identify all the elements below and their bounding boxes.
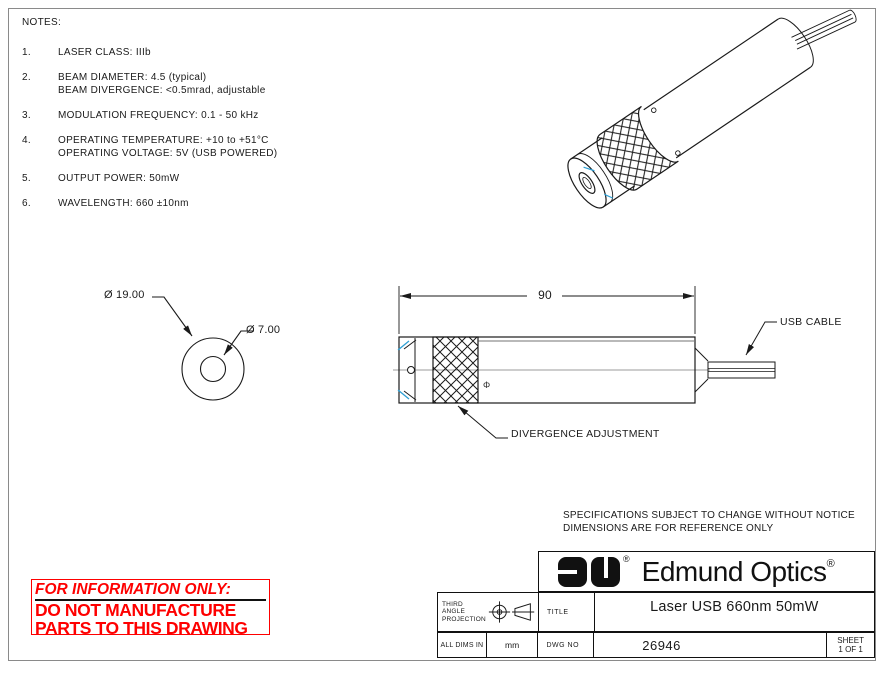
- outer-diameter-label: Ø 19.00: [104, 289, 145, 301]
- leader-divergence: [458, 406, 508, 438]
- eo-logo-e: [558, 557, 587, 587]
- length-dimension-label: 90: [538, 288, 552, 302]
- end-view-inner-circle: [201, 357, 226, 382]
- iso-aperture: [576, 170, 598, 195]
- note-item-2: 2. BEAM DIAMETER: 4.5 (typical) BEAM DIVERGENCE: <0.5mrad, adjustable: [22, 72, 266, 96]
- cable-outline: [708, 362, 775, 378]
- leader-usb-cable: [746, 322, 777, 355]
- note-item-6: 6. WAVELENGTH: 660 ±10nm: [22, 198, 189, 209]
- inner-diameter-label: Ø 7.00: [246, 324, 281, 336]
- iso-back-end: [778, 12, 820, 67]
- note-item-5: 5. OUTPUT POWER: 50mW: [22, 173, 180, 184]
- end-view-outer-circle: [182, 338, 244, 400]
- note-item-3: 3. MODULATION FREQUENCY: 0.1 - 50 kHz: [22, 110, 259, 121]
- dwg-number: 26946: [594, 633, 827, 657]
- notes-heading: NOTES:: [22, 17, 62, 28]
- title-block-row-title: [437, 592, 875, 632]
- iso-view: [559, 0, 869, 217]
- projection-label: THIRD ANGLE PROJECTION: [442, 600, 486, 623]
- iso-knurl-band: [589, 106, 678, 196]
- dims-unit: mm: [487, 633, 539, 657]
- eo-logo-o: [591, 557, 620, 587]
- disclaimer: SPECIFICATIONS SUBJECT TO CHANGE WITHOUT NOTICE DIMENSIONS ARE FOR REFERENCE ONLY: [563, 510, 855, 534]
- iso-cable: [792, 9, 858, 49]
- iso-body-lines: [644, 19, 811, 158]
- cable-inner-lines: [708, 369, 775, 372]
- title-label: TITLE: [539, 593, 595, 631]
- dims-label: ALL DIMS IN: [438, 633, 487, 657]
- sheet-cell: SHEET 1 OF 1: [837, 636, 864, 654]
- note-item-1: 1. LASER CLASS: IIIb: [22, 47, 151, 58]
- info-line-3: PARTS TO THIS DRAWING: [35, 618, 248, 638]
- information-only-box: [31, 579, 270, 638]
- projection-cell: [438, 593, 539, 631]
- title-block-logo-row: [538, 551, 875, 592]
- phi-marker: Φ: [483, 380, 491, 390]
- divergence-adjustment-label: DIVERGENCE ADJUSTMENT: [511, 428, 660, 440]
- aperture-dot: [408, 367, 415, 374]
- drawing-title: Laser USB 660nm 50mW: [650, 599, 819, 615]
- third-angle-projection-icon: [486, 595, 538, 629]
- leader-outer-dia: [152, 297, 192, 336]
- knurl-band: [433, 337, 478, 403]
- dwg-no-label: DWG NO: [538, 633, 594, 657]
- info-line-1: FOR INFORMATION ONLY:: [35, 581, 266, 601]
- side-view: [393, 286, 777, 438]
- title-block-row-info: [437, 632, 875, 658]
- brand-registered-mark: ®: [826, 557, 835, 570]
- logo-registered-mark: ®: [623, 554, 630, 564]
- iso-setscrew-1: [651, 107, 657, 113]
- info-line-2: DO NOT MANUFACTURE: [35, 600, 236, 620]
- end-view: [152, 297, 254, 400]
- usb-cable-label: USB CABLE: [780, 316, 842, 328]
- iso-aperture-inner: [581, 176, 593, 190]
- note-item-4: 4. OPERATING TEMPERATURE: +10 to +51°C OPERATING VOLTAGE: 5V (USB POWERED): [22, 135, 278, 159]
- brand-name: Edmund Optics®: [641, 555, 835, 587]
